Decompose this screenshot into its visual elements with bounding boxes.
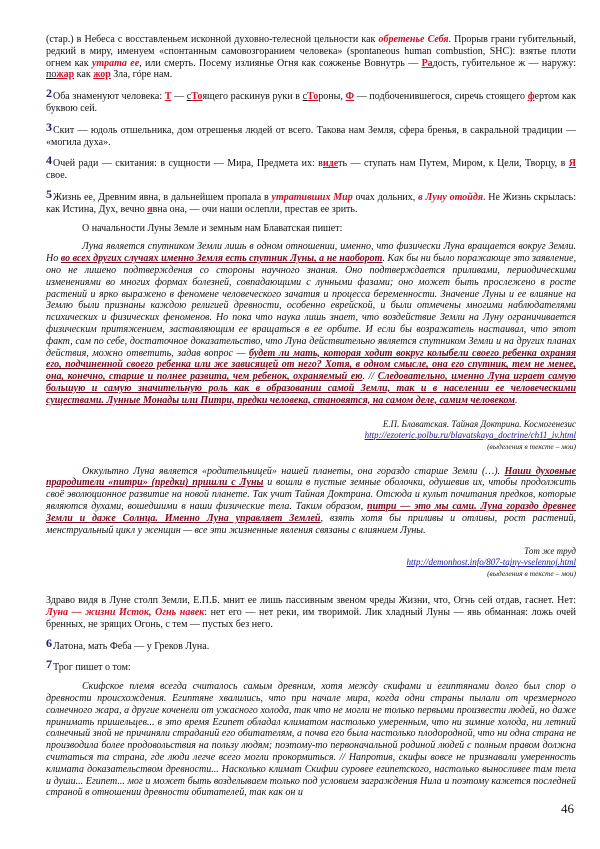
text-run: —	[171, 91, 187, 103]
paragraph	[46, 466, 576, 537]
citation-same-work	[46, 546, 576, 579]
paragraph	[46, 635, 576, 653]
paragraph	[46, 34, 576, 81]
text-run: свое.	[46, 170, 68, 182]
text-run: Луна является спутником Земли лишь в одном отношении, именно, что физически Луна вращается вокруг Земли. Но	[46, 241, 576, 265]
emphasized-text: Я	[568, 158, 577, 170]
text-run: .	[514, 394, 518, 406]
emphasized-text: я	[147, 203, 153, 215]
text-run: Здраво видя в Луне столп Земли, Е.П.Б. мнит ее лишь пассивным звеном чреды Жизни, что, Огнь сей отдав, гаснет. Нет:	[46, 595, 576, 607]
text-run: вна она, — очи наши ослепли, престав ее зрить.	[152, 203, 358, 215]
emphasized-text: ф	[527, 91, 535, 103]
footnote-number: 5	[46, 186, 52, 201]
text-run: (стар.) в Небеса с восставленьем исконной духовно-телесной цельности как	[46, 34, 379, 45]
citation-note: (выделения в тексте – мои)	[487, 569, 576, 579]
emphasized-text: утрата ее	[91, 57, 140, 69]
text-run: ть — ступать нам Путем, Миром, к Цели, Творцу, в	[338, 158, 569, 170]
text-run: Очей ради — скитания: в сущности — Мира, Предмета их: в	[53, 158, 323, 170]
text-block-top	[46, 34, 576, 407]
paragraph	[46, 241, 576, 406]
footnote-number: 6	[46, 635, 52, 650]
emphasized-text: То	[191, 91, 203, 103]
footnote-number: 7	[46, 657, 52, 672]
emphasized-text: Ра	[421, 57, 433, 69]
citation-link[interactable]: http://ezoteric.polbu.ru/blavatskaya_doctrine/ch11_iv.html	[364, 429, 576, 440]
emphasized-text: по	[46, 69, 57, 81]
footnote-number: 3	[46, 119, 52, 134]
paragraph	[46, 119, 576, 149]
text-run: Оккультно Луна является «родительницей» нашей планеты, она гораздо старше Земли (…).	[82, 465, 505, 477]
emphasized-text: в Луну отойдя	[418, 191, 483, 203]
emphasized-text: утративших Мир	[271, 191, 353, 203]
text-run: Скифское племя всегда считалось самым древним, хотя между скифами и египтянами долго был спор о древности происхождения. Египтяне хвалились, что при начале мира, когда одни страны пылали от чрезмерного солнечного жара, а другие коченели от ужасного холода, так что не могли не только первыми произвести людей, но даже принимать пришельцев... в это время Египет обладал климатом настолько умеренным, что ни зимние холода, ни летний солнечный зной не причиняли страданий его обитателям, а почва его была настолько плодородной, что ни одна страна не производила более продовольствия на пользу людям; поэтому-то первоначальной родиной людей с полным правом должна считаться та страна, где люди легче всего могли прокормиться. // Напротив, скифы вовсе не признавали умеренность климата доказательством древности... Насколько климат Скифии суровее египетского, настолько выносливее там тела и души... Египет... мог и может быть возделываем только под условием заграждения Нила и поэтому кажется последней страной в отношении древности обитателей, так как он и	[46, 681, 576, 799]
text-run: ертом как буквою сей.	[46, 91, 576, 114]
emphasized-text: питри — это мы сами. Луна гораздо древнее Земли и даже Солнца. Именно Луна управляет Землей	[46, 500, 576, 524]
footnote-number: 2	[46, 86, 52, 101]
paragraph	[46, 595, 576, 630]
text-run: . Как бы ни было поражающе это заявление, оно не лишено подтверждения со стороны научного знания. Оно подтверждается приливами, периодическими изменениями во многих формах болезней, совпадающими с лунными фазами; оно может быть прослежено в росте растений и ярко выражено в феномене человеческого зачатия и процесса беременности. Значение Луны и ее влияние на Землю были признаны каждою религией древности, особенно еврейской, и были отмечены многими наблюдателями психических и физических феноменов. Но пока что наука лишь знает, что воздействие Земли на Луну ограничивается физическим притяжением, заставляющим ее вращаться в ее орбите. И если бы возражатель настаивал, что этот факт, сам по себе, достаточное доказательство, что Луна действительно является спутником Земли и на других планах действия, можно ответить, задав вопрос —	[46, 253, 576, 359]
paragraph	[46, 155, 576, 182]
quote-occult	[46, 466, 576, 537]
citation-blavatsky	[46, 419, 576, 452]
text-run: очах дольних,	[352, 191, 419, 203]
text-run: О начальности Луны Земле и земным нам Блаватская пишет:	[82, 222, 343, 234]
text-block-bottom	[46, 595, 576, 799]
emphasized-text: иде	[322, 158, 339, 170]
paragraph	[46, 186, 576, 216]
text-run: Трог пишет о том:	[53, 662, 131, 674]
text-run: , или смерть. Посему излиянье Огня как сожженье Вовнутрь —	[139, 57, 422, 69]
emphasized-text: будет ли мать, которая ходит вокруг колыбели своего ребенка охраняя его, подчиненной своего ребенка или же зависящей от него? Хотя, в одном смысле, она его спутник, тем не менее, она, конечно, старше и полнее развита, чем ребенок, охраняемый ею	[46, 347, 576, 383]
text-run: , взять хотя бы приливы и отливы, рост растений, менструальный цикл у женщин — все эти жизненные явления связаны с влиянием Луны.	[46, 512, 577, 536]
text-run: и вошли в пустые земные оболочки, одушевив их, чтобы продолжить своё эволюционное развитие на новой планете. Так учит Тайная Доктрина. Отсюда и культ почитания предков, которые являются духами, вошедшими в наши физические тела. Таким образом,	[46, 477, 576, 512]
citation-source: Е.П. Блаватская. Тайная Доктрина. Космогенезис	[382, 418, 576, 429]
emphasized-text: Т	[164, 91, 172, 103]
text-run: ящего раскинув руки в	[202, 91, 303, 103]
emphasized-text: жар	[56, 69, 75, 81]
emphasized-text: Следовательно, именно Луна играет самую большую и самую значительную роль как в образовании самой Земли, так и в населении ее человеческими существами. Лунные Монады или Питри, предки человека, становятся, на самом деле, самим человеком	[46, 371, 576, 406]
emphasized-text: во всех других случаях именно Земля есть спутник Луны, а не наоборот	[60, 253, 383, 265]
text-run: Оба знаменуют человека:	[53, 91, 165, 103]
paragraph	[46, 659, 576, 674]
paragraph	[46, 223, 576, 235]
text-run: Латона, мать Феба — у Греков Луна.	[53, 640, 210, 652]
emphasized-text: То	[307, 91, 319, 103]
text-run: дость, губительное ж — наружу:	[432, 57, 576, 69]
text-run: : нет его — нет реки, им творимой. Лик хладный Луны — явь обманная: ложь очей бренных, не зрящих Огонь, с тем — пустых без него.	[46, 607, 576, 630]
text-run: . Не Жизнь скрылась: как Истина, Дух, вечно	[46, 191, 576, 215]
emphasized-text: с	[302, 91, 308, 103]
citation-link[interactable]: http://demonhost.info/807-tajny-vselennoj.html	[406, 557, 576, 568]
emphasized-text: Ф	[345, 91, 355, 103]
text-run: Жизнь ее, Древним явна, в дальнейшем пропала в	[53, 191, 272, 203]
document-page	[46, 34, 576, 799]
text-run: Скит — юдоль отшельника, дом отрешенья людей от всего. Такова нам Земля, сфера бренья, в сакральной традиции — «могила духа».	[46, 124, 576, 148]
emphasized-text: жор	[93, 69, 111, 81]
text-run: роны,	[318, 91, 346, 103]
text-run: . Прорыв грани губительный, редкий в миру, именуем «спонтанным самовозгоранием человека» (spontaneous human combustion, SHC): взятье плоти огнем как	[46, 34, 576, 69]
text-run: — подбоченившегося, сиречь стоящего	[354, 91, 528, 103]
citation-note: (выделения в тексте – мои)	[487, 441, 576, 451]
paragraph	[46, 681, 576, 799]
text-run: как	[74, 69, 94, 81]
emphasized-text: Луна — жизни Исток, Огнь навек	[46, 607, 205, 619]
emphasized-text: Наши духовные прародители «питри» (предки) пришли с Луны	[46, 465, 577, 489]
text-run: . //	[362, 371, 378, 383]
citation-source: Тот же труд	[524, 546, 576, 557]
text-run: Зла, гóре нам.	[110, 69, 173, 81]
emphasized-text: обретенье Себя	[378, 34, 449, 45]
footnote-number: 4	[46, 153, 52, 168]
emphasized-text: с	[186, 91, 192, 103]
paragraph	[46, 88, 576, 115]
page-number: 46	[561, 801, 574, 816]
